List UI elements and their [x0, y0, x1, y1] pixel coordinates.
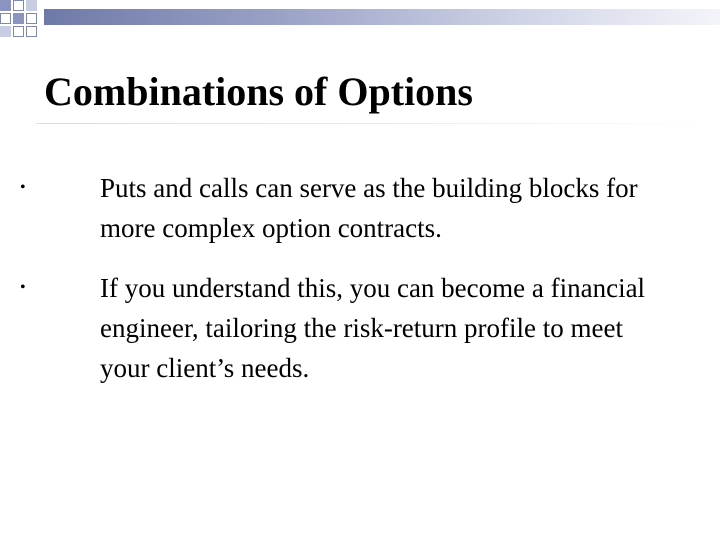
bullet-item — [20, 268, 660, 388]
bullet-text: Puts and calls can serve as the building blocks for more complex option contracts. — [100, 173, 638, 243]
bullet-item — [20, 168, 660, 248]
decor-square — [0, 26, 11, 37]
decor-square — [26, 13, 37, 24]
decor-square — [13, 26, 24, 37]
header-gradient-bar — [44, 9, 720, 25]
title-divider — [36, 123, 720, 124]
decor-square — [13, 13, 24, 24]
decor-square — [26, 0, 37, 11]
decor-square — [0, 0, 11, 11]
slide-title: Combinations of Options — [44, 69, 473, 114]
header-decoration — [0, 0, 720, 48]
bullet-marker: • — [20, 179, 26, 196]
decor-square — [13, 0, 24, 11]
bullet-marker: • — [20, 279, 26, 296]
bullet-text: If you understand this, you can become a financial engineer, tailoring the risk-return profile to meet your client’s needs. — [100, 273, 646, 383]
decor-square — [0, 13, 11, 24]
decor-square — [26, 26, 37, 37]
